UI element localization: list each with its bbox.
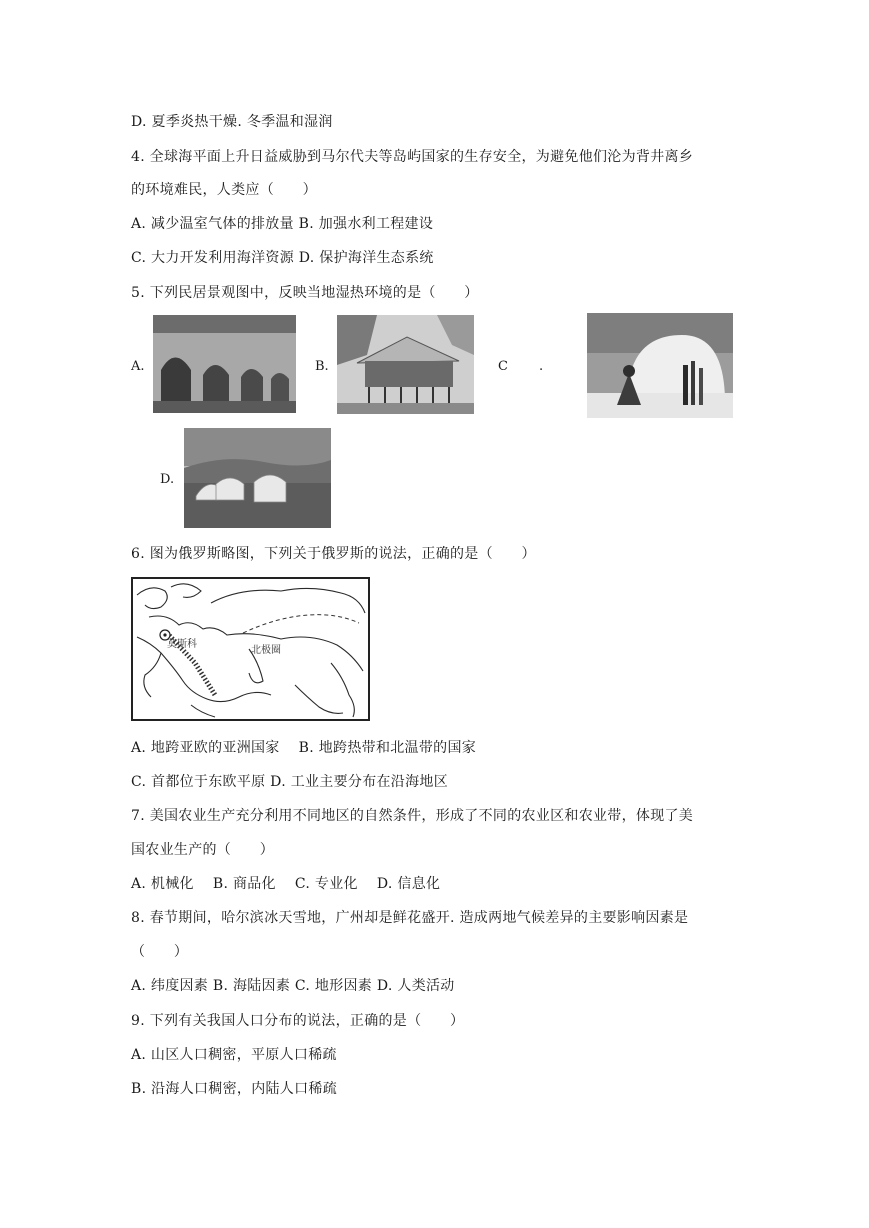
q5-option-b-label: B.	[315, 359, 329, 374]
q6-options-ab: A. 地跨亚欧的亚洲国家 B. 地跨热带和北温带的国家	[131, 740, 477, 756]
q9-option-b: B. 沿海人口稠密，内陆人口稀疏	[131, 1081, 337, 1097]
q7-options: A. 机械化 B. 商品化 C. 专业化 D. 信息化	[131, 876, 441, 892]
q5-photo-igloo	[587, 313, 733, 418]
q5-option-c-label: C	[498, 359, 508, 374]
q9-stem: 9. 下列有关我国人口分布的说法，正确的是（ ）	[131, 1013, 465, 1029]
q7-stem-line-1: 7. 美国农业生产充分利用不同地区的自然条件，形成了不同的农业区和农业带，体现了美	[131, 808, 694, 824]
q5-option-d-label: D.	[160, 472, 175, 487]
q5-photo-yurts	[184, 428, 331, 528]
q4-stem-line-2: 的环境难民，人类应（ ）	[131, 182, 317, 198]
q4-options-cd: C. 大力开发利用海洋资源 D. 保护海洋生态系统	[131, 250, 434, 266]
q6-options-cd: C. 首都位于东欧平原 D. 工业主要分布在沿海地区	[131, 774, 448, 790]
q3-option-d: D. 夏季炎热干燥. 冬季温和湿润	[131, 114, 333, 130]
q8-stem-line-2: （ ）	[131, 944, 189, 960]
q5-option-c-dot: .	[539, 359, 544, 374]
map-label-arctic-circle: 北极圈	[251, 645, 281, 656]
q5-stem: 5. 下列民居景观图中，反映当地湿热环境的是（ ）	[131, 285, 479, 301]
q8-options: A. 纬度因素 B. 海陆因素 C. 地形因素 D. 人类活动	[131, 978, 455, 994]
q6-stem: 6. 图为俄罗斯略图，下列关于俄罗斯的说法，正确的是（ ）	[131, 546, 536, 562]
russia-sketch-map	[131, 577, 370, 721]
q7-stem-line-2: 国农业生产的（ ）	[131, 842, 274, 858]
q5-photo-stilt-house	[337, 315, 474, 414]
q9-option-a: A. 山区人口稠密，平原人口稀疏	[131, 1047, 337, 1063]
map-label-moscow: 莫斯科	[167, 639, 197, 650]
q4-options-ab: A. 减少温室气体的排放量 B. 加强水利工程建设	[131, 216, 434, 232]
q4-stem-line-1: 4. 全球海平面上升日益威胁到马尔代夫等岛屿国家的生存安全，为避免他们沦为背井离乡	[131, 149, 694, 165]
q5-photo-cave-dwelling	[153, 315, 296, 413]
q8-stem-line-1: 8. 春节期间，哈尔滨冰天雪地，广州却是鲜花盛开. 造成两地气候差异的主要影响因素是	[131, 910, 689, 926]
q5-option-a-label: A.	[131, 359, 145, 374]
